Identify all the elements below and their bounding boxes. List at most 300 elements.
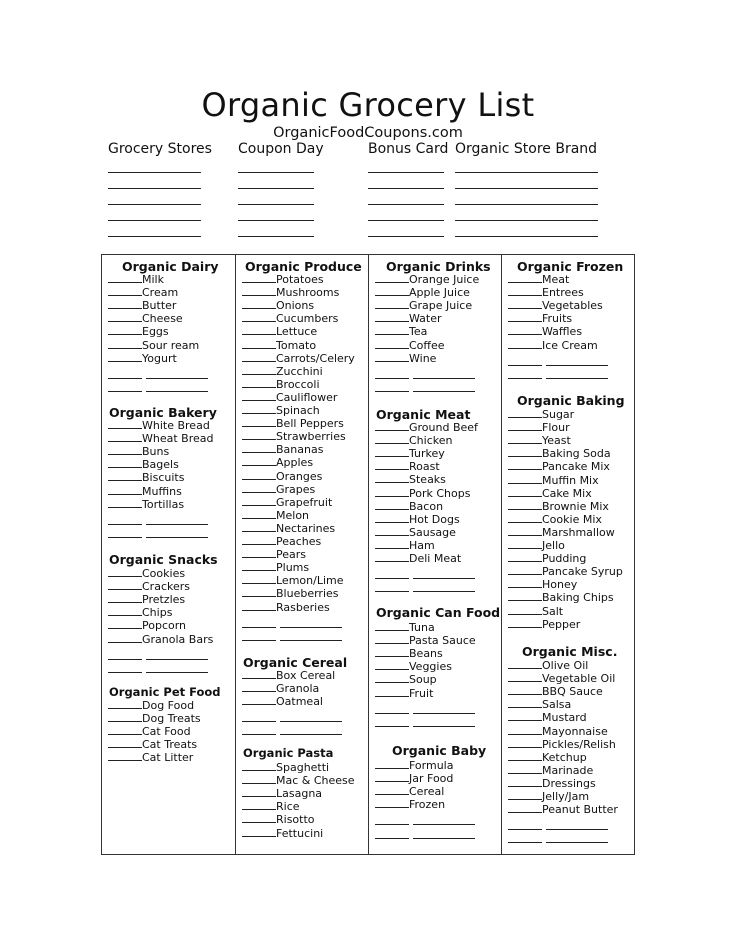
- list-item-label: Steaks: [409, 473, 446, 487]
- blank-line: [242, 547, 276, 558]
- list-item: [375, 272, 479, 285]
- blank-line: [108, 605, 142, 616]
- list-item: [508, 802, 618, 815]
- list-item: [375, 459, 440, 472]
- list-item: [108, 444, 169, 457]
- blank-line: [508, 776, 542, 787]
- list-item: [375, 446, 445, 459]
- section-title-cereal: Organic Cereal: [243, 655, 348, 670]
- section-title-meat: Organic Meat: [376, 407, 471, 422]
- list-item: [508, 697, 571, 710]
- blank-line: [108, 484, 142, 495]
- list-item: [108, 497, 184, 510]
- blank-line: [242, 429, 276, 440]
- blank-line: [242, 508, 276, 519]
- list-item: [375, 672, 437, 685]
- list-item-label: Jello: [542, 539, 565, 552]
- list-item: [375, 499, 443, 512]
- list-item: [508, 658, 588, 671]
- blank-line: [508, 459, 542, 470]
- blank-line: [375, 716, 409, 727]
- blank-line: [375, 472, 409, 483]
- list-item: [242, 390, 337, 403]
- list-item-label: Pretzles: [142, 593, 186, 607]
- blank-line: [375, 620, 409, 631]
- list-item-label: Apple Juice: [409, 286, 470, 300]
- list-item-label: Bananas: [276, 443, 324, 457]
- list-item: [508, 671, 615, 684]
- blank-line: [242, 760, 276, 771]
- list-item: [242, 272, 324, 285]
- blank-line: [280, 630, 342, 641]
- list-item: [242, 311, 338, 324]
- blank-line: [242, 534, 276, 545]
- list-item: [508, 512, 602, 525]
- blank-line: [508, 311, 542, 322]
- list-item: [108, 351, 177, 364]
- list-item-label: Cat Treats: [142, 738, 198, 752]
- list-item-label: Spaghetti: [276, 761, 330, 774]
- list-item-label: Sour ream: [142, 338, 200, 352]
- grocery-table: [101, 254, 635, 855]
- blank-line: [375, 568, 409, 579]
- blank-line: [508, 512, 542, 523]
- list-item-label: Marshmallow: [542, 525, 615, 539]
- list-item: [242, 668, 335, 681]
- blank-line: [108, 444, 142, 455]
- list-item: [508, 272, 569, 285]
- list-item-label: Tuna: [409, 621, 435, 634]
- blank-line: [508, 604, 542, 615]
- blank-line: [242, 694, 276, 705]
- list-item-label: Pudding: [542, 552, 587, 566]
- blank-line: [508, 525, 542, 536]
- list-item: [242, 521, 335, 534]
- blank-line: [280, 617, 342, 628]
- field-organic-store-brand: Organic Store Brand: [455, 141, 598, 157]
- blank-line: [242, 799, 276, 810]
- list-item-label: Veggies: [409, 660, 452, 674]
- list-item: [242, 508, 309, 521]
- blank-line: [508, 590, 542, 601]
- blank-row: [375, 581, 475, 594]
- list-item-label: Cat Food: [142, 725, 191, 739]
- list-item: [108, 711, 201, 724]
- list-item: [242, 534, 321, 547]
- blank-line: [508, 407, 542, 418]
- list-item-label: Formula: [409, 759, 454, 772]
- list-item: [108, 750, 193, 763]
- list-item: [108, 311, 183, 324]
- list-item: [108, 724, 191, 737]
- blank-line: [508, 368, 542, 379]
- list-item-label: White Bread: [142, 419, 210, 432]
- list-item: [375, 486, 470, 499]
- blank-line: [508, 724, 542, 735]
- list-item: [375, 633, 476, 646]
- list-item-label: Oranges: [276, 469, 323, 483]
- blank-line: [242, 668, 276, 679]
- list-item: [242, 560, 309, 573]
- list-item-label: Dressings: [542, 776, 596, 790]
- list-item: [242, 455, 313, 468]
- list-item-label: Pears: [276, 548, 307, 562]
- blank-line: [238, 188, 314, 189]
- list-item: [508, 604, 563, 617]
- blank-line: [508, 684, 542, 695]
- list-item: [508, 789, 589, 802]
- blank-line: [375, 581, 409, 592]
- list-item: [242, 760, 329, 773]
- section-title-frozen: Organic Frozen: [517, 259, 624, 274]
- column-1: [102, 255, 235, 854]
- blank-line: [375, 311, 409, 322]
- blank-line: [108, 324, 142, 335]
- list-item: [508, 298, 603, 311]
- section-title-canfood: Organic Can Food: [376, 605, 501, 620]
- list-item-label: Granola: [276, 682, 320, 696]
- list-item: [508, 590, 614, 603]
- blank-line: [413, 716, 475, 727]
- list-item-label: Muffins: [142, 484, 182, 498]
- blank-line: [508, 338, 542, 349]
- list-item-label: Brownie Mix: [542, 499, 609, 513]
- list-item-label: Dog Food: [142, 699, 195, 712]
- list-item-label: Fruits: [542, 312, 573, 326]
- section-title-pasta: Organic Pasta: [243, 746, 334, 760]
- list-item: [242, 416, 344, 429]
- list-item: [242, 694, 323, 707]
- blank-line: [375, 551, 409, 562]
- blank-line: [508, 789, 542, 800]
- blank-line: [375, 298, 409, 309]
- blank-line: [508, 671, 542, 682]
- list-item-label: Biscuits: [142, 471, 185, 485]
- blank-line: [242, 338, 276, 349]
- list-item-label: Tomato: [276, 338, 317, 352]
- list-item-label: Lasagna: [276, 787, 323, 801]
- blank-line: [375, 381, 409, 392]
- blank-line: [375, 814, 409, 825]
- list-item: [508, 324, 582, 337]
- blank-line: [238, 236, 314, 237]
- blank-line: [108, 698, 142, 709]
- list-item-label: Box Cereal: [276, 669, 336, 682]
- blank-line: [238, 220, 314, 221]
- blank-line: [375, 633, 409, 644]
- list-item: [108, 737, 197, 750]
- list-item: [508, 433, 571, 446]
- blank-line: [375, 758, 409, 769]
- blank-line: [413, 703, 475, 714]
- list-item: [375, 311, 442, 324]
- list-item-label: Soup: [409, 673, 437, 687]
- list-item-label: Blueberries: [276, 587, 339, 601]
- list-item-label: Peanut Butter: [542, 803, 618, 817]
- list-item: [508, 724, 608, 737]
- list-item: [242, 799, 300, 812]
- column-2: [236, 255, 368, 854]
- blank-line: [146, 649, 208, 660]
- blank-line: [508, 538, 542, 549]
- blank-line: [108, 236, 201, 237]
- list-item: [108, 338, 199, 351]
- blank-row: [508, 368, 608, 381]
- blank-line: [108, 649, 142, 660]
- blank-line: [508, 499, 542, 510]
- list-item: [242, 338, 316, 351]
- list-item-label: Yogurt: [142, 351, 177, 365]
- list-item-label: Oatmeal: [276, 695, 323, 709]
- list-item-label: Lettuce: [276, 325, 318, 339]
- list-item: [242, 773, 355, 786]
- list-item-label: Spinach: [276, 404, 320, 417]
- list-item: [108, 618, 186, 631]
- blank-line: [508, 737, 542, 748]
- blank-line: [375, 351, 409, 362]
- blank-line: [242, 711, 276, 722]
- blank-line: [242, 311, 276, 322]
- blank-line: [455, 188, 598, 189]
- blank-line: [508, 433, 542, 444]
- list-item: [508, 459, 610, 472]
- blank-line: [368, 236, 444, 237]
- list-item-label: Flour: [542, 421, 570, 435]
- list-item-label: Dog Treats: [142, 712, 201, 726]
- list-item-label: Rasberies: [276, 600, 330, 614]
- blank-line: [375, 771, 409, 782]
- blank-line: [508, 750, 542, 761]
- list-item-label: Beans: [409, 647, 443, 661]
- list-item-label: Pancake Mix: [542, 460, 610, 474]
- blank-line: [375, 828, 409, 839]
- list-item-label: Frozen: [409, 798, 446, 812]
- list-item-label: Popcorn: [142, 619, 187, 633]
- list-item-label: Grape Juice: [409, 299, 473, 313]
- blank-line: [108, 711, 142, 722]
- list-item-label: Ground Beef: [409, 421, 478, 434]
- list-item-label: Chips: [142, 606, 173, 620]
- list-item-label: Pickles/Relish: [542, 737, 616, 751]
- blank-row: [375, 814, 475, 827]
- blank-line: [375, 686, 409, 697]
- list-item: [508, 338, 598, 351]
- list-item: [375, 784, 444, 797]
- blank-line: [375, 797, 409, 808]
- blank-line: [413, 368, 475, 379]
- list-item: [508, 684, 603, 697]
- list-item: [108, 431, 213, 444]
- list-item: [508, 407, 574, 420]
- list-item-label: Pasta Sauce: [409, 634, 476, 648]
- blank-line: [242, 442, 276, 453]
- blank-line: [375, 659, 409, 670]
- list-item: [108, 418, 210, 431]
- list-item: [375, 771, 453, 784]
- list-item: [242, 826, 323, 839]
- blank-line: [413, 814, 475, 825]
- list-item: [242, 812, 315, 825]
- list-item-label: Wine: [409, 351, 437, 365]
- list-item: [242, 429, 346, 442]
- blank-line: [242, 617, 276, 628]
- list-item-label: Pepper: [542, 617, 581, 631]
- list-item-label: Turkey: [409, 447, 445, 461]
- list-item: [508, 710, 587, 723]
- blank-row: [108, 514, 208, 527]
- blank-line: [242, 786, 276, 797]
- blank-line: [242, 495, 276, 506]
- section-title-dairy: Organic Dairy: [122, 259, 219, 274]
- list-item-label: Mustard: [542, 711, 587, 725]
- blank-line: [375, 646, 409, 657]
- blank-line: [508, 564, 542, 575]
- list-item-label: Ice Cream: [542, 338, 598, 352]
- list-item-label: Cheese: [142, 312, 183, 326]
- blank-line: [242, 573, 276, 584]
- list-item: [242, 681, 319, 694]
- blank-line: [508, 272, 542, 283]
- blank-line: [242, 826, 276, 837]
- list-item-label: Broccoli: [276, 377, 320, 391]
- blank-line: [146, 514, 208, 525]
- section-title-baby: Organic Baby: [392, 743, 487, 758]
- blank-line: [242, 377, 276, 388]
- list-item: [242, 786, 322, 799]
- list-item-label: Vegetables: [542, 299, 603, 313]
- blank-line: [108, 514, 142, 525]
- list-item-label: Baking Chips: [542, 591, 614, 605]
- list-item-label: Grapefruit: [276, 495, 333, 509]
- blank-line: [375, 703, 409, 714]
- list-item-label: Cookies: [142, 567, 186, 580]
- blank-line: [108, 172, 201, 173]
- list-item-label: Muffin Mix: [542, 473, 599, 487]
- blank-line: [242, 600, 276, 611]
- list-item-label: Melon: [276, 508, 310, 522]
- blank-line: [108, 338, 142, 349]
- blank-line: [242, 482, 276, 493]
- blank-line: [375, 512, 409, 523]
- blank-line: [508, 617, 542, 628]
- blank-line: [368, 220, 444, 221]
- list-item-label: Granola Bars: [142, 632, 214, 646]
- list-item-label: Potatoes: [276, 273, 324, 286]
- list-item: [242, 298, 314, 311]
- blank-line: [546, 368, 608, 379]
- blank-row: [242, 724, 342, 737]
- list-item: [508, 311, 572, 324]
- list-item: [108, 698, 194, 711]
- blank-line: [546, 355, 608, 366]
- list-item: [242, 482, 315, 495]
- blank-line: [242, 560, 276, 571]
- list-item: [375, 512, 460, 525]
- list-item-label: Cauliflower: [276, 390, 338, 404]
- blank-row: [375, 368, 475, 381]
- list-item: [375, 797, 445, 810]
- list-item-label: Butter: [142, 299, 177, 313]
- list-item-label: Hot Dogs: [409, 512, 460, 526]
- list-item-label: Roast: [409, 460, 440, 474]
- blank-row: [242, 617, 342, 630]
- list-item: [508, 525, 615, 538]
- list-item-label: Waffles: [542, 325, 583, 339]
- list-item: [108, 272, 164, 285]
- list-item-label: Ham: [409, 538, 435, 552]
- list-item-label: Sausage: [409, 525, 456, 539]
- blank-line: [242, 298, 276, 309]
- blank-line: [375, 368, 409, 379]
- blank-line: [108, 418, 142, 429]
- list-item: [375, 285, 470, 298]
- list-item: [242, 285, 339, 298]
- blank-line: [242, 455, 276, 466]
- blank-line: [242, 681, 276, 692]
- list-item-label: Cat Litter: [142, 751, 194, 765]
- blank-line: [375, 433, 409, 444]
- section-title-drinks: Organic Drinks: [386, 259, 491, 274]
- blank-row: [108, 368, 208, 381]
- blank-line: [238, 172, 314, 173]
- list-item: [508, 776, 596, 789]
- blank-line: [242, 272, 276, 283]
- blank-line: [508, 324, 542, 335]
- blank-row: [242, 630, 342, 643]
- list-item-label: Cookie Mix: [542, 512, 602, 526]
- blank-row: [508, 832, 608, 845]
- list-item: [375, 758, 453, 771]
- list-item: [375, 472, 446, 485]
- blank-line: [242, 630, 276, 641]
- list-item-label: Risotto: [276, 813, 315, 827]
- list-item-label: Vegetable Oil: [542, 672, 616, 686]
- blank-line: [280, 724, 342, 735]
- blank-row: [508, 355, 608, 368]
- field-bonus-card: Bonus Card: [368, 141, 449, 157]
- blank-row: [375, 703, 475, 716]
- blank-line: [108, 311, 142, 322]
- list-item: [108, 605, 172, 618]
- blank-line: [375, 446, 409, 457]
- list-item: [108, 484, 182, 497]
- blank-line: [508, 763, 542, 774]
- section-title-produce: Organic Produce: [245, 259, 362, 274]
- blank-line: [242, 390, 276, 401]
- list-item: [508, 564, 623, 577]
- list-item: [242, 600, 330, 613]
- blank-line: [375, 459, 409, 470]
- list-item: [508, 499, 609, 512]
- list-item-label: Honey: [542, 578, 578, 592]
- blank-line: [108, 381, 142, 392]
- column-3: [369, 255, 501, 854]
- list-item-label: Strawberries: [276, 430, 346, 444]
- list-item: [242, 442, 323, 455]
- list-item-label: Mayonnaise: [542, 724, 608, 738]
- list-item-label: Wheat Bread: [142, 432, 214, 446]
- blank-line: [108, 220, 201, 221]
- blank-line: [108, 497, 142, 508]
- blank-line: [108, 662, 142, 673]
- list-item-label: Yeast: [542, 434, 571, 448]
- list-item: [242, 573, 344, 586]
- list-item: [375, 686, 433, 699]
- list-item: [508, 617, 580, 630]
- list-item-label: Fruit: [409, 686, 434, 700]
- list-item-label: Bagels: [142, 458, 179, 472]
- list-item-label: Salsa: [542, 698, 572, 712]
